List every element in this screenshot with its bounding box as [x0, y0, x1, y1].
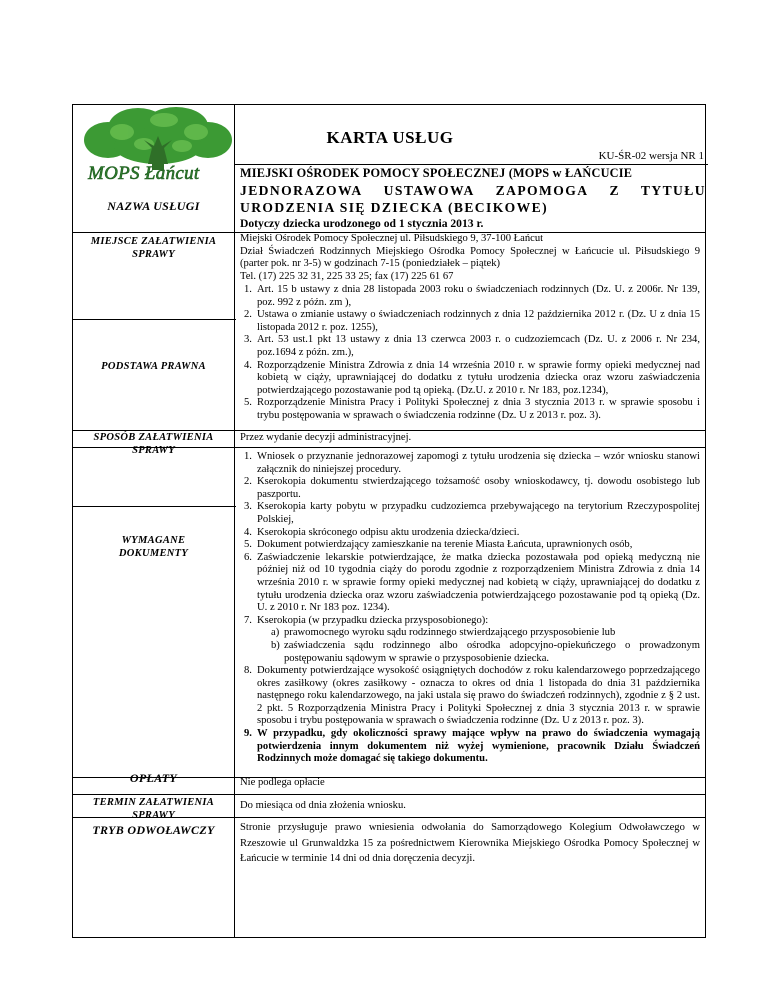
- documents-list: [240, 451, 700, 766]
- sub-item: [257, 640, 700, 665]
- termin-text: Do miesiąca od dnia złożenia wniosku.: [240, 800, 406, 811]
- item-number: 8.: [244, 665, 252, 677]
- label-oplaty: OPŁATY: [129, 771, 178, 785]
- item-number: 9.: [244, 728, 252, 740]
- label-dokumenty: WYMAGANE DOKUMENTY: [118, 535, 189, 559]
- row-divider: [72, 319, 236, 320]
- list-item: [240, 552, 700, 615]
- page-title: KARTA USŁUG: [326, 128, 454, 147]
- row-divider: [72, 794, 706, 795]
- applies-to: Dotyczy dziecka urodzonego od 1 stycznia 2013 r.: [240, 217, 484, 230]
- label-miejsce: MIEJSCE ZAŁATWIENIA SPRAWY: [90, 236, 217, 260]
- item-number: 1.: [244, 451, 252, 462]
- list-item: [240, 527, 700, 540]
- item-text: Kserokopia dokumentu stwierdzającego tożsamość osoby wnioskodawcy, tj. dowodu osobistego lub paszportu.: [257, 476, 700, 500]
- list-item: [240, 728, 700, 766]
- item-number: 2.: [244, 476, 252, 488]
- list-item: [240, 360, 700, 398]
- service-card-table: [72, 104, 708, 938]
- service-name-line2: URODZENIA SIĘ DZIECKA (BECIKOWE): [240, 200, 549, 215]
- item-text: Rozporządzenie Ministra Pracy i Polityki Społecznej z dnia 3 stycznia 2013 r. w sprawie sposobu i trybu postępowania w sprawach o świadczenia rodzinne (Dz. U z 2013 r. poz. 3).: [257, 397, 700, 421]
- legal-basis-list: [240, 284, 700, 423]
- item-text: Art. 15 b ustawy z dnia 28 listopada 2003 roku o świadczeniach rodzinnych (Dz. U. z 2006r. Nr 139, poz. 992 z późn. zm ),: [257, 284, 700, 308]
- label-sposob: SPOSÓB ZAŁATWIENIA SPRAWY: [93, 432, 214, 456]
- item-number: 5.: [244, 539, 252, 551]
- service-word: USTAWOWA: [383, 183, 475, 198]
- sub-item-letter: b): [271, 639, 280, 651]
- item-text: Kserokopia (w przypadku dziecka przysposobionego):: [257, 614, 489, 626]
- sposob-text: Przez wydanie decyzji administracyjnej.: [240, 432, 412, 443]
- row-divider: [72, 506, 236, 507]
- sposob-content: [240, 432, 700, 445]
- list-item: [240, 476, 700, 501]
- list-item: [240, 615, 700, 665]
- label-nazwa: NAZWA USŁUGI: [107, 199, 200, 213]
- service-word: ZAPOMOGA: [495, 183, 589, 198]
- item-text: Art. 53 ust.1 pkt 13 ustawy z dnia 13 czerwca 2003 r. o cudzoziemcach (Dz. U. z 2006 r. Nr 234, poz.1694 z późn. zm.),: [257, 334, 700, 358]
- list-item: [240, 397, 700, 422]
- item-text: Kserokopia skróconego odpisu aktu urodzenia dziecka/dzieci.: [257, 526, 520, 538]
- tryb-text: Stronie przysługuje prawo wniesienia odwołania do Samorządowego Kolegium Odwoławczego w Rzeszowie ul Grunwaldzka 15 za pośrednictwem Kierownika Miejskiego Ośrodka Pomocy Społecznej w Łańcucie w terminie 14 dni od dnia doręczenia decyzji.: [240, 822, 700, 864]
- item-text: Dokument potwierdzający zamieszkanie na terenie Miasta Łańcuta, uprawnionych osób,: [257, 539, 633, 551]
- dokumenty-content: [240, 451, 700, 766]
- sub-item: [257, 627, 700, 640]
- miejsce-content: [240, 233, 700, 283]
- item-number: 4.: [244, 526, 252, 538]
- termin-content: [240, 800, 700, 813]
- item-number: 4.: [244, 359, 252, 371]
- label-termin: TERMIN ZAŁATWIENIA SPRAWY: [92, 797, 215, 821]
- oplaty-content: [240, 777, 700, 790]
- service-word: TYTUŁU: [640, 183, 706, 198]
- label-tryb: TRYB ODWOŁAWCZY: [92, 823, 215, 837]
- oplaty-text: Nie podlega opłacie: [240, 777, 325, 788]
- item-text: W przypadku, gdy okoliczności sprawy mające wpływ na prawo do świadczenia wymagają potwierdzenia innym dokumentem niż wyżej wymienione, pracownik Działu Świadczeń Rodzinnych może domagać się takiego dokumentu.: [257, 728, 700, 765]
- list-item: [240, 451, 700, 476]
- item-number: 6.: [244, 551, 252, 563]
- item-number: 1.: [244, 284, 252, 295]
- address-line: Miejski Ośrodek Pomocy Społecznej ul. Piłsudskiego 9, 37-100 Łańcut: [240, 233, 544, 244]
- sub-item-text: zaświadczenia sądu rodzinnego albo ośrodka adopcyjno-opiekuńczego o prowadzonym postępowaniu sądowym w sprawie o przysposobienie dziecka.: [284, 639, 700, 664]
- list-item: [240, 334, 700, 359]
- item-text: Kserokopia karty pobytu w przypadku cudzoziemca przebywającego na terytorium Rzeczypospolitej Polskiej,: [257, 501, 700, 525]
- item-text: Rozporządzenie Ministra Zdrowia z dnia 14 września 2010 r. w sprawie formy opieki medycznej nad kobietą w ciąży, uprawniającej do dodatku z tytułu urodzenia dziecka oraz wzoru zaświadczenia potwierdzającego pozostawanie pod tą opieką. (Dz.U. z 2010 r. Nr 183, poz.1234),: [257, 359, 700, 396]
- item-number: 2.: [244, 309, 252, 321]
- item-number: 7.: [244, 614, 252, 626]
- logo-text: MOPS Łańcut: [88, 163, 200, 184]
- list-item: [240, 309, 700, 334]
- podstawa-content: [240, 284, 700, 423]
- service-word: JEDNORAZOWA: [240, 183, 363, 198]
- item-text: Wniosek o przyznanie jednorazowej zapomogi z tytułu urodzenia się dziecka – wzór wniosku stanowi załącznik do niniejszej procedury.: [257, 451, 700, 475]
- item-number: 3.: [244, 501, 252, 513]
- document-code: KU-ŚR-02 wersja NR 1: [598, 150, 704, 162]
- department-line: Dział Świadczeń Rodzinnych Miejskiego Ośrodka Pomocy Społecznej w Łańcucie ul. Piłsudskiego 9 (parter pok. nr 3-5) w godzinach 7-15 (poniedziałek – piątek): [240, 245, 700, 270]
- item-text: Zaświadczenie lekarskie potwierdzające, że matka dziecka pozostawała pod opieką medyczną nie później niż od 10 tygodnia ciąży do porodu zgodnie z rozporządzeniem Ministra Zdrowia z dnia 14 września 2010 r. w sprawie formy opieki medycznej nad kobietą w ciąży, uprawniającej do dodatku z tytułu urodzenia dziecka oraz wzoru zaświadczenia potwierdzającego pozostawanie pod tą opieką (Dz. U. z 2010 r. Nr 183 poz. 1234).: [257, 551, 700, 614]
- label-podstawa: PODSTAWA PRAWNA: [101, 361, 206, 372]
- item-number: 5.: [244, 397, 252, 409]
- list-item: [240, 501, 700, 526]
- sub-item-text: prawomocnego wyroku sądu rodzinnego stwierdzającego przysposobienie lub: [284, 627, 616, 639]
- list-item: [240, 284, 700, 309]
- organization-name: MIEJSKI OŚRODEK POMOCY SPOŁECZNEJ (MOPS w ŁAŃCUCIE: [240, 166, 633, 180]
- tryb-content: [240, 820, 700, 867]
- phone-line: Tel. (17) 225 32 31, 225 33 25; fax (17) 225 61 67: [240, 270, 454, 282]
- item-text: Dokumenty potwierdzające wysokość osiągniętych dochodów z roku kalendarzowego poprzedzającego okres zasiłkowy (okres zasiłkowy - oznacza to okres od dnia 1 listopada do dnia 31 października następnego roku kalendarzowego, na jaki ustala się prawo do świadczeń rodzinnych), zgodnie z § 2 ust. 2 pkt. 5 Rozporządzenia Ministra Pracy i Polityki Społecznej z dnia 3 stycznia 2013 r. w sprawie sposobu i trybu postępowania w sprawach o świadczenia rodzinne (Dz. U z 2013 r. poz. 3).: [257, 665, 700, 727]
- service-word: Z: [609, 183, 620, 198]
- item-number: 3.: [244, 334, 252, 346]
- list-item: [240, 539, 700, 552]
- sub-item-letter: a): [271, 627, 280, 639]
- list-item: [240, 665, 700, 728]
- item-text: Ustawa o zmianie ustawy o świadczeniach rodzinnych z dnia 12 października 2012 r. (Dz. U z dnia 15 listopada 2012 r. poz. 1255),: [257, 309, 700, 333]
